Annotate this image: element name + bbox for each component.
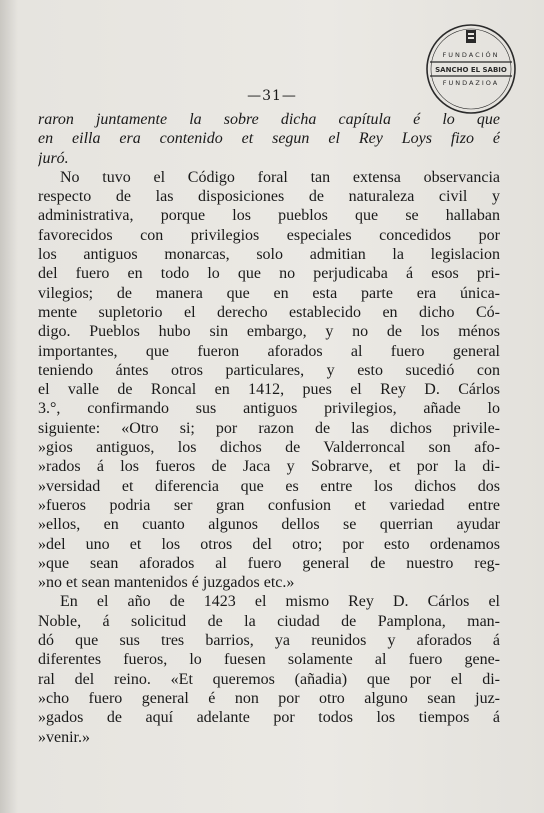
stamp-top-text: FUNDACIÓN	[442, 51, 500, 59]
text-line: los antiguos monarcas, solo admitian la legislacion	[38, 246, 500, 264]
text-line: »venir.»	[38, 728, 90, 746]
text-line: favorecidos con privilegios especiales concedidos por	[38, 226, 500, 244]
text-line: »cho fuero general é non por otro alguno sean juz-	[38, 689, 500, 707]
body-text	[38, 110, 500, 747]
text-line: 3.°, confirmando sus antiguos privilegios, añade lo	[38, 400, 500, 418]
text-line: ral del reino. «Et queremos (añadia) que por el di-	[38, 670, 500, 688]
text-line: respecto de las disposiciones de naturaleza civil y	[38, 188, 500, 206]
text-line: diferentes fueros, lo fuesen solamente al fuero gene-	[38, 651, 500, 669]
text-line: digo. Pueblos hubo sin embargo, y no de los ménos	[38, 323, 500, 341]
text-line: »ellos, en cuanto algunos dellos se querrian ayudar	[38, 516, 500, 534]
text-line: Noble, á solicitud de la ciudad de Pamplona, man-	[38, 612, 500, 630]
text-line: »gados de aquí adelante por todos los tiempos á	[38, 709, 500, 727]
text-line: siguiente: «Otro si; por razon de las dichos privile-	[38, 419, 500, 437]
text-line: »que sean aforados al fuero general de nuestro reg-	[38, 554, 500, 572]
text-line: »no et sean mantenidos é juzgados etc.»	[38, 574, 295, 592]
text-line: »rados á los fueros de Jaca y Sobrarve, et por la di-	[38, 458, 500, 476]
text-line: administrativa, porque los pueblos que se hallaban	[38, 207, 500, 225]
text-line: »versidad et diferencia que es entre los dichos dos	[38, 477, 500, 495]
text-line: el valle de Roncal en 1412, pues el Rey D. Cárlos	[38, 381, 500, 399]
stamp-middle-text: SANCHO EL SABIO	[435, 66, 507, 74]
text-line: En el año de 1423 el mismo Rey D. Cárlos el	[60, 593, 500, 611]
text-line: juró.	[38, 149, 69, 167]
text-line: No tuvo el Código foral tan extensa observancia	[60, 168, 500, 186]
text-line: mente supletorio el derecho establecido en dicho Có-	[38, 303, 500, 321]
text-line: importantes, que fueron aforados al fuero general	[38, 342, 500, 360]
text-line: dó que sus tres barrios, ya reunidos y aforados á	[38, 632, 500, 650]
text-line: raron juntamente la sobre dicha capítula é lo que	[38, 111, 500, 128]
stamp-bottom-text: FUNDAZIOA	[442, 79, 500, 87]
text-line: vilegios; de manera que en esta parte era única-	[38, 284, 500, 302]
text-line: en eilla era contenido et segun el Rey Loys fizo é	[38, 130, 500, 148]
text-line: »del uno et los otros del otro; por esto ordenamos	[38, 535, 500, 553]
text-line: »gios antiguos, los dichos de Valderroncal son afo-	[38, 439, 500, 457]
text-line: »fueros podria ser gran confusion et variedad entre	[38, 496, 500, 514]
page-number: —31—	[247, 88, 297, 104]
text-line: del fuero en todo lo que no perjudicaba á esos pri-	[38, 265, 500, 283]
text-line: teniendo ántes otros particulares, y esto sucedió con	[38, 361, 500, 379]
